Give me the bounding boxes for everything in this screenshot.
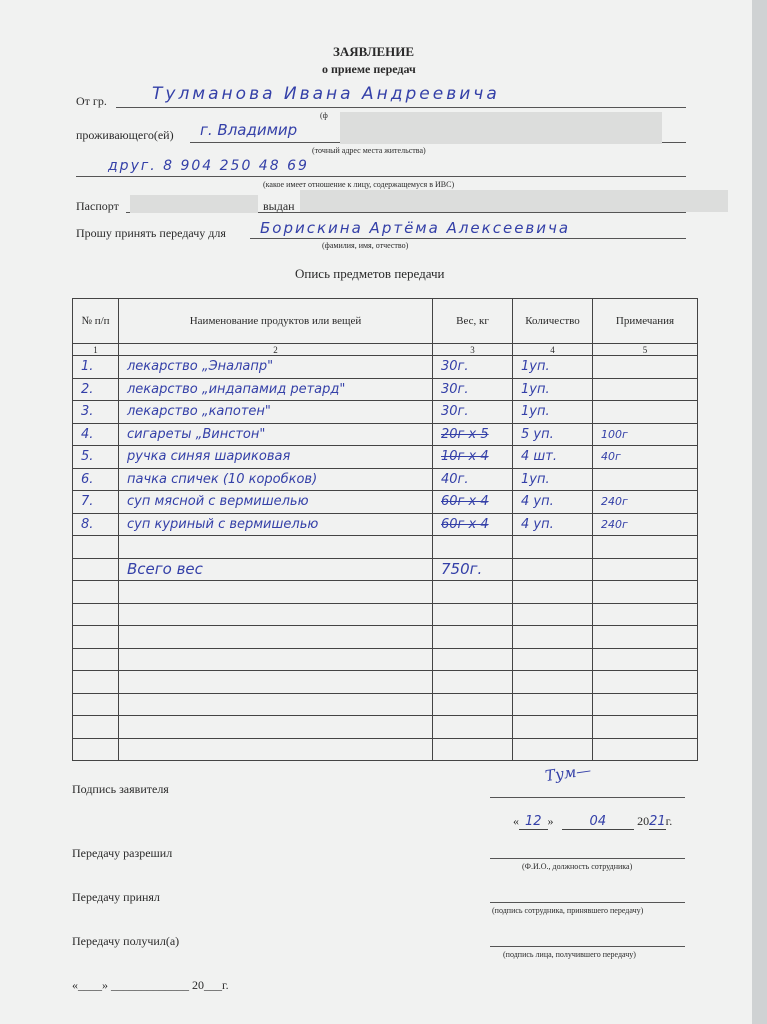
empty-cell bbox=[433, 626, 513, 649]
item-name: лекарство „Эналапр" bbox=[119, 356, 433, 379]
empty-row bbox=[73, 648, 698, 671]
item-weight: 750г. bbox=[433, 558, 513, 581]
item-note: 240г bbox=[593, 513, 698, 536]
column-number: 2 bbox=[119, 344, 433, 356]
relation-hint: (какое имеет отношение к лицу, содержащемуся в ИВС) bbox=[263, 180, 455, 189]
date-day: 12 bbox=[519, 814, 548, 830]
empty-cell bbox=[433, 738, 513, 761]
column-header: № п/п bbox=[73, 299, 119, 344]
date-month: 04 bbox=[562, 814, 635, 830]
item-quantity: 1уп. bbox=[513, 401, 593, 424]
item-quantity: 4 шт. bbox=[513, 446, 593, 469]
item-note bbox=[593, 536, 698, 559]
column-header: Примечания bbox=[593, 299, 698, 344]
row-number: 4. bbox=[73, 423, 119, 446]
empty-cell bbox=[119, 648, 433, 671]
item-weight: 30г. bbox=[433, 378, 513, 401]
empty-cell bbox=[119, 603, 433, 626]
row-number: 7. bbox=[73, 491, 119, 514]
empty-cell bbox=[593, 716, 698, 739]
empty-cell bbox=[513, 603, 593, 626]
empty-cell bbox=[73, 648, 119, 671]
document-title: ЗАЯВЛЕНИЕ bbox=[333, 44, 415, 59]
table-row bbox=[73, 446, 698, 469]
item-name: ручка синяя шариковая bbox=[119, 446, 433, 469]
empty-cell bbox=[593, 603, 698, 626]
empty-cell bbox=[73, 671, 119, 694]
table-row bbox=[73, 558, 698, 581]
item-note bbox=[593, 356, 698, 379]
fio-hint-1: (ф bbox=[320, 111, 328, 120]
inventory-title: Опись предметов передачи bbox=[295, 266, 445, 281]
address-label: проживающего(ей) bbox=[76, 128, 174, 142]
empty-cell bbox=[433, 716, 513, 739]
background-edge bbox=[752, 0, 767, 1024]
item-weight: 30г. bbox=[433, 401, 513, 424]
table-row bbox=[73, 513, 698, 536]
row-number: 8. bbox=[73, 513, 119, 536]
empty-cell bbox=[593, 738, 698, 761]
applicant-signature-label: Подпись заявителя bbox=[72, 782, 169, 796]
item-weight: 60г х 4 bbox=[433, 491, 513, 514]
column-number: 3 bbox=[433, 344, 513, 356]
item-note bbox=[593, 401, 698, 424]
empty-cell bbox=[513, 716, 593, 739]
item-quantity: 1уп. bbox=[513, 468, 593, 491]
relation-value: друг. 8 904 250 48 69 bbox=[108, 158, 309, 174]
item-name: суп куриный с вермишелью bbox=[119, 513, 433, 536]
item-weight: 10г х 4 bbox=[433, 446, 513, 469]
column-header: Вес, кг bbox=[433, 299, 513, 344]
received-hint: (подпись лица, получившего передачу) bbox=[503, 950, 636, 959]
recipient-name: Борискина Артёма Алексеевича bbox=[260, 219, 571, 237]
document-subtitle: о приеме передач bbox=[322, 62, 416, 76]
empty-cell bbox=[119, 738, 433, 761]
row-number bbox=[73, 558, 119, 581]
item-name: сигареты „Винстон" bbox=[119, 423, 433, 446]
item-name: суп мясной с вермишелью bbox=[119, 491, 433, 514]
column-number: 5 bbox=[593, 344, 698, 356]
empty-cell bbox=[593, 581, 698, 604]
item-note: 100г bbox=[593, 423, 698, 446]
empty-cell bbox=[433, 671, 513, 694]
inventory-table bbox=[72, 298, 698, 761]
row-number: 6. bbox=[73, 468, 119, 491]
empty-row bbox=[73, 626, 698, 649]
blank-date: «____» _____________ 20___г. bbox=[72, 978, 229, 992]
column-number-row bbox=[73, 344, 698, 356]
empty-cell bbox=[433, 581, 513, 604]
item-note bbox=[593, 468, 698, 491]
item-name: Всего вес bbox=[119, 558, 433, 581]
empty-cell bbox=[433, 603, 513, 626]
issued-by-redaction bbox=[300, 190, 728, 212]
empty-cell bbox=[513, 693, 593, 716]
empty-row bbox=[73, 671, 698, 694]
address-hint: (точный адрес места жительства) bbox=[312, 146, 426, 155]
empty-cell bbox=[513, 581, 593, 604]
row-number: 3. bbox=[73, 401, 119, 424]
column-header: Наименование продуктов или вещей bbox=[119, 299, 433, 344]
empty-cell bbox=[593, 626, 698, 649]
empty-row bbox=[73, 716, 698, 739]
column-number: 1 bbox=[73, 344, 119, 356]
empty-cell bbox=[433, 693, 513, 716]
item-note: 40г bbox=[593, 446, 698, 469]
item-quantity: 5 уп. bbox=[513, 423, 593, 446]
item-quantity: 1уп. bbox=[513, 356, 593, 379]
table-row bbox=[73, 401, 698, 424]
address-value: г. Владимир bbox=[200, 121, 298, 139]
empty-cell bbox=[73, 738, 119, 761]
empty-cell bbox=[119, 716, 433, 739]
row-number: 1. bbox=[73, 356, 119, 379]
received-label: Передачу получил(а) bbox=[72, 934, 180, 948]
empty-cell bbox=[513, 738, 593, 761]
item-weight: 30г. bbox=[433, 356, 513, 379]
address-redaction bbox=[340, 112, 662, 144]
empty-cell bbox=[73, 626, 119, 649]
empty-cell bbox=[119, 671, 433, 694]
item-note: 240г bbox=[593, 491, 698, 514]
passport-number-redaction bbox=[130, 195, 258, 213]
item-quantity: 4 уп. bbox=[513, 491, 593, 514]
date-row: « 12 » 04 2021г. bbox=[513, 814, 673, 829]
empty-row bbox=[73, 603, 698, 626]
item-quantity: 1уп. bbox=[513, 378, 593, 401]
item-name: лекарство „индапамид ретард" bbox=[119, 378, 433, 401]
column-header: Количество bbox=[513, 299, 593, 344]
item-name: лекарство „капотен" bbox=[119, 401, 433, 424]
from-label: От гр. bbox=[76, 94, 107, 108]
item-weight bbox=[433, 536, 513, 559]
issued-label: выдан bbox=[263, 199, 295, 213]
table-row bbox=[73, 468, 698, 491]
item-quantity: 4 уп. bbox=[513, 513, 593, 536]
empty-cell bbox=[119, 693, 433, 716]
passport-label: Паспорт bbox=[76, 199, 119, 213]
table-row bbox=[73, 356, 698, 379]
item-weight: 60г х 4 bbox=[433, 513, 513, 536]
table-row bbox=[73, 378, 698, 401]
empty-cell bbox=[513, 626, 593, 649]
item-weight: 40г. bbox=[433, 468, 513, 491]
empty-cell bbox=[513, 671, 593, 694]
request-label: Прошу принять передачу для bbox=[76, 226, 226, 240]
applicant-signature: Тум— bbox=[543, 760, 593, 786]
item-name bbox=[119, 536, 433, 559]
empty-row bbox=[73, 738, 698, 761]
empty-cell bbox=[73, 716, 119, 739]
empty-row bbox=[73, 693, 698, 716]
table-row bbox=[73, 536, 698, 559]
item-note bbox=[593, 378, 698, 401]
row-number: 2. bbox=[73, 378, 119, 401]
table-row bbox=[73, 423, 698, 446]
empty-cell bbox=[73, 693, 119, 716]
empty-cell bbox=[593, 671, 698, 694]
item-quantity bbox=[513, 558, 593, 581]
empty-cell bbox=[433, 648, 513, 671]
permitted-label: Передачу разрешил bbox=[72, 846, 173, 860]
item-name: пачка спичек (10 коробков) bbox=[119, 468, 433, 491]
row-number bbox=[73, 536, 119, 559]
item-quantity bbox=[513, 536, 593, 559]
row-number: 5. bbox=[73, 446, 119, 469]
empty-cell bbox=[593, 693, 698, 716]
empty-cell bbox=[593, 648, 698, 671]
accepted-hint: (подпись сотрудника, принявшего передачу) bbox=[492, 906, 644, 915]
item-note bbox=[593, 558, 698, 581]
accepted-label: Передачу принял bbox=[72, 890, 160, 904]
column-number: 4 bbox=[513, 344, 593, 356]
table-row bbox=[73, 491, 698, 514]
permitted-hint: (Ф.И.О., должность сотрудника) bbox=[522, 862, 633, 871]
table-header-row bbox=[73, 299, 698, 344]
item-weight: 20г х 5 bbox=[433, 423, 513, 446]
empty-cell bbox=[513, 648, 593, 671]
empty-row bbox=[73, 581, 698, 604]
empty-cell bbox=[73, 581, 119, 604]
applicant-name: Тулманова Ивана Андреевича bbox=[152, 84, 500, 104]
date-year: 21 bbox=[649, 814, 666, 829]
empty-cell bbox=[119, 626, 433, 649]
empty-cell bbox=[119, 581, 433, 604]
empty-cell bbox=[73, 603, 119, 626]
recipient-hint: (фамилия, имя, отчество) bbox=[322, 241, 409, 250]
